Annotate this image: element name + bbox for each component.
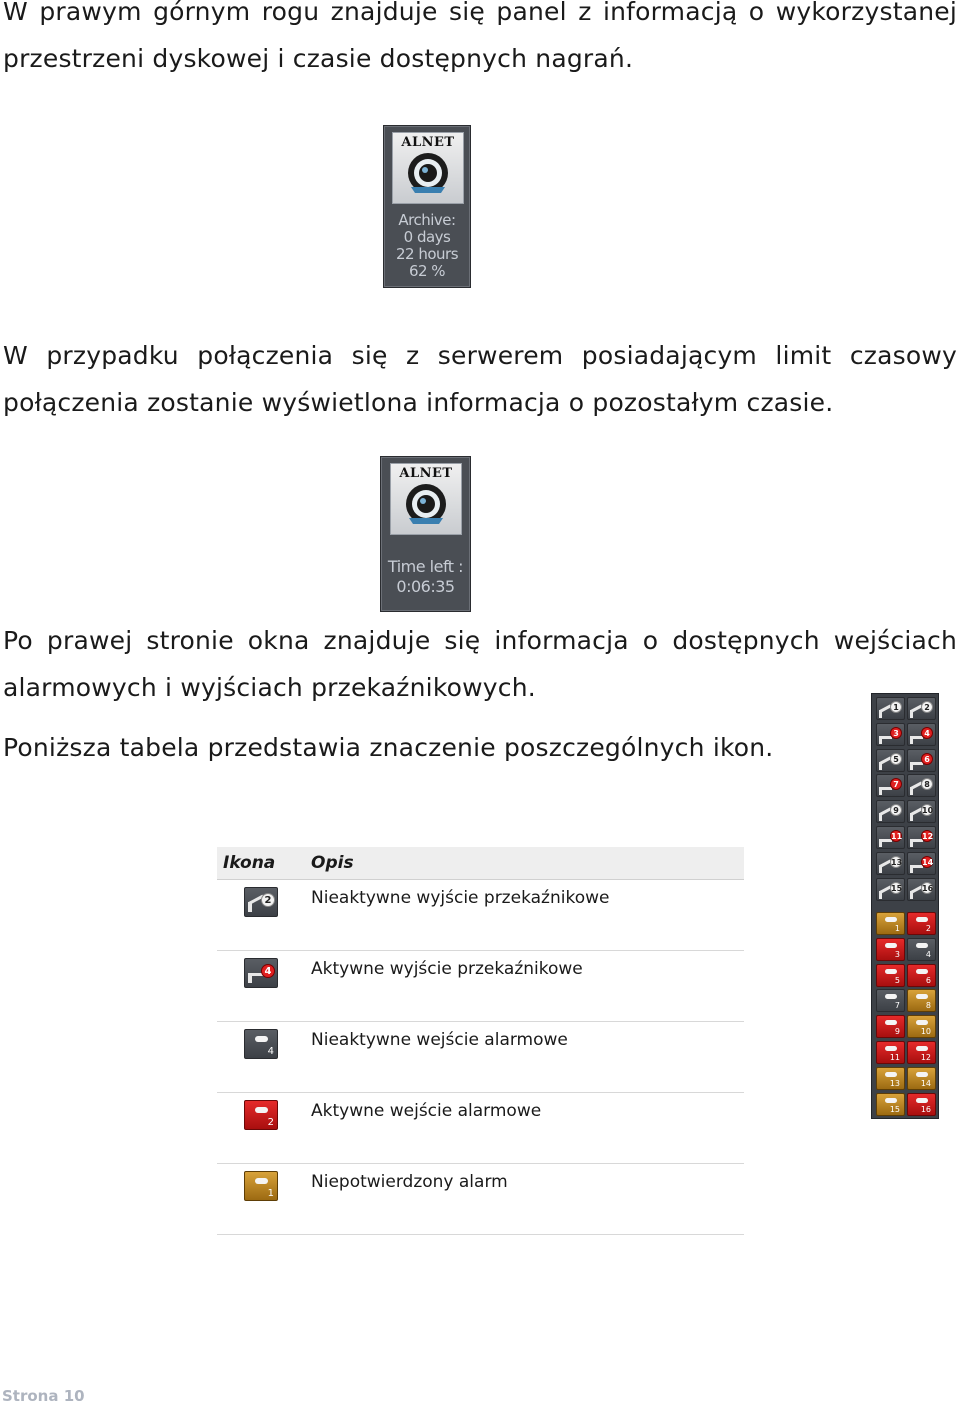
row-description: Aktywne wejście alarmowe <box>305 1093 744 1164</box>
alarm-unacknowledged-icon: 1 <box>244 1171 278 1201</box>
alarm-number: 15 <box>889 1104 900 1114</box>
alarm-input-inactive-icon[interactable] <box>876 989 905 1012</box>
archive-label: Archive: <box>398 211 456 229</box>
alarm-input-active-icon[interactable] <box>907 964 936 987</box>
archive-days: 0 days <box>403 228 451 246</box>
relay-number: 12 <box>922 832 934 841</box>
table-row <box>217 1164 744 1235</box>
alarm-number: 3 <box>894 949 900 959</box>
paragraph-table-intro: Poniższa tabela przedstawia znaczenie poszczególnych ikon. <box>3 733 774 762</box>
logo-text: ALNET <box>399 466 453 481</box>
relay-number: 3 <box>890 727 902 739</box>
alarm-number: 1 <box>894 924 900 933</box>
row-description: Aktywne wyjście przekaźnikowe <box>305 951 744 1022</box>
relay-number: 2 <box>921 701 933 713</box>
alarm-number: 10 <box>920 1027 931 1037</box>
relay-output-inactive-icon[interactable] <box>876 697 905 720</box>
alnet-logo <box>392 132 464 204</box>
relay-number: 14 <box>922 857 934 867</box>
archive-percent: 62 % <box>408 262 446 280</box>
relay-number: 15 <box>891 883 903 893</box>
alarm-input-inactive-icon[interactable] <box>907 938 936 961</box>
alarm-input-active-icon: 2 <box>244 1100 278 1130</box>
alarm-number: 16 <box>920 1104 931 1114</box>
alarm-unacknowledged-icon[interactable] <box>907 1015 936 1038</box>
relay-output-inactive-icon[interactable] <box>907 878 936 901</box>
header-icon: Ikona <box>217 847 305 880</box>
alarm-input-active-icon[interactable] <box>876 1015 905 1038</box>
icon-legend-table <box>217 847 744 1235</box>
alarm-number: 12 <box>920 1053 931 1062</box>
camera-lens-icon <box>391 464 461 534</box>
paragraph-time-limit: W przypadku połączenia się z serwerem posiadającym limit czasowy połączenia zostanie wyświetlona informacja o pozostałym czasie. <box>3 341 957 417</box>
relay-output-inactive-icon: 2 <box>244 887 278 917</box>
alarm-input-active-icon[interactable] <box>907 1041 936 1064</box>
alarm-number: 4 <box>925 949 931 959</box>
relay-output-active-icon: 4 <box>244 958 278 988</box>
table-row <box>217 880 744 951</box>
camera-lens-icon <box>393 133 463 203</box>
relay-number: 11 <box>891 832 903 841</box>
alarm-number: 5 <box>894 975 900 985</box>
alarm-input-active-icon[interactable] <box>907 1093 936 1116</box>
alarm-number: 11 <box>889 1053 900 1062</box>
header-description: Opis <box>305 847 744 880</box>
relay-number: 1 <box>890 701 902 713</box>
alarm-unacknowledged-icon[interactable] <box>907 989 936 1012</box>
alarm-number: 8 <box>925 1001 931 1011</box>
relay-output-inactive-icon[interactable] <box>907 800 936 823</box>
relay-number: 6 <box>921 753 933 765</box>
time-left-value: 0:06:35 <box>396 577 455 596</box>
io-status-panel <box>871 693 939 1119</box>
relay-number: 16 <box>922 883 934 893</box>
row-description: Nieaktywne wejście alarmowe <box>305 1022 744 1093</box>
relay-output-active-icon[interactable] <box>907 749 936 772</box>
alarm-unacknowledged-icon[interactable] <box>907 1067 936 1090</box>
time-left-label: Time left : <box>387 557 464 576</box>
alarm-number: 2 <box>925 924 931 933</box>
alarm-unacknowledged-icon[interactable] <box>876 1067 905 1090</box>
relay-number: 9 <box>890 804 902 816</box>
alarm-number: 13 <box>889 1078 900 1088</box>
relay-output-inactive-icon[interactable] <box>876 878 905 901</box>
relay-number: 10 <box>922 806 934 816</box>
alarm-unacknowledged-icon[interactable] <box>876 912 905 935</box>
relay-output-inactive-icon[interactable] <box>876 749 905 772</box>
alarm-number: 9 <box>894 1027 900 1037</box>
table-header-row <box>217 847 744 880</box>
relay-number: 7 <box>890 778 902 790</box>
page-number: Strona 10 <box>2 1387 85 1405</box>
table-row <box>217 1093 744 1164</box>
relay-output-active-icon[interactable] <box>907 826 936 849</box>
alnet-logo <box>390 463 462 535</box>
table-row <box>217 951 744 1022</box>
alarm-input-inactive-icon: 4 <box>244 1029 278 1059</box>
relay-number: 8 <box>921 778 933 790</box>
relay-output-inactive-icon[interactable] <box>907 774 936 797</box>
alarm-input-active-icon[interactable] <box>876 1041 905 1064</box>
paragraph-io-info: Po prawej stronie okna znajduje się informacja o dostępnych wejściach alarmowych i wyjściach przekaźnikowych. <box>3 626 957 702</box>
archive-info-panel <box>383 125 471 288</box>
logo-text: ALNET <box>401 135 455 150</box>
alarm-number: 7 <box>894 1001 900 1011</box>
alarm-input-active-icon[interactable] <box>876 938 905 961</box>
time-left-panel <box>380 456 471 612</box>
relay-output-active-icon[interactable] <box>876 723 905 746</box>
row-description: Niepotwierdzony alarm <box>305 1164 744 1235</box>
relay-output-active-icon[interactable] <box>907 852 936 875</box>
alarm-number: 14 <box>920 1078 931 1088</box>
relay-number: 4 <box>921 727 933 739</box>
relay-output-active-icon[interactable] <box>876 774 905 797</box>
relay-output-active-icon[interactable] <box>907 723 936 746</box>
alarm-unacknowledged-icon[interactable] <box>876 1093 905 1116</box>
archive-hours: 22 hours <box>395 245 459 263</box>
relay-number: 5 <box>890 753 902 765</box>
relay-output-inactive-icon[interactable] <box>876 852 905 875</box>
relay-number: 13 <box>891 857 903 867</box>
relay-output-inactive-icon[interactable] <box>907 697 936 720</box>
relay-output-active-icon[interactable] <box>876 826 905 849</box>
row-description: Nieaktywne wyjście przekaźnikowe <box>305 880 744 951</box>
paragraph-disk-info: W prawym górnym rogu znajduje się panel z informacją o wykorzystanej przestrzeni dyskowej i czasie dostępnych nagrań. <box>3 0 957 73</box>
alarm-input-active-icon[interactable] <box>907 912 936 935</box>
alarm-number: 6 <box>925 975 931 985</box>
table-row <box>217 1022 744 1093</box>
alarm-input-active-icon[interactable] <box>876 964 905 987</box>
relay-output-inactive-icon[interactable] <box>876 800 905 823</box>
